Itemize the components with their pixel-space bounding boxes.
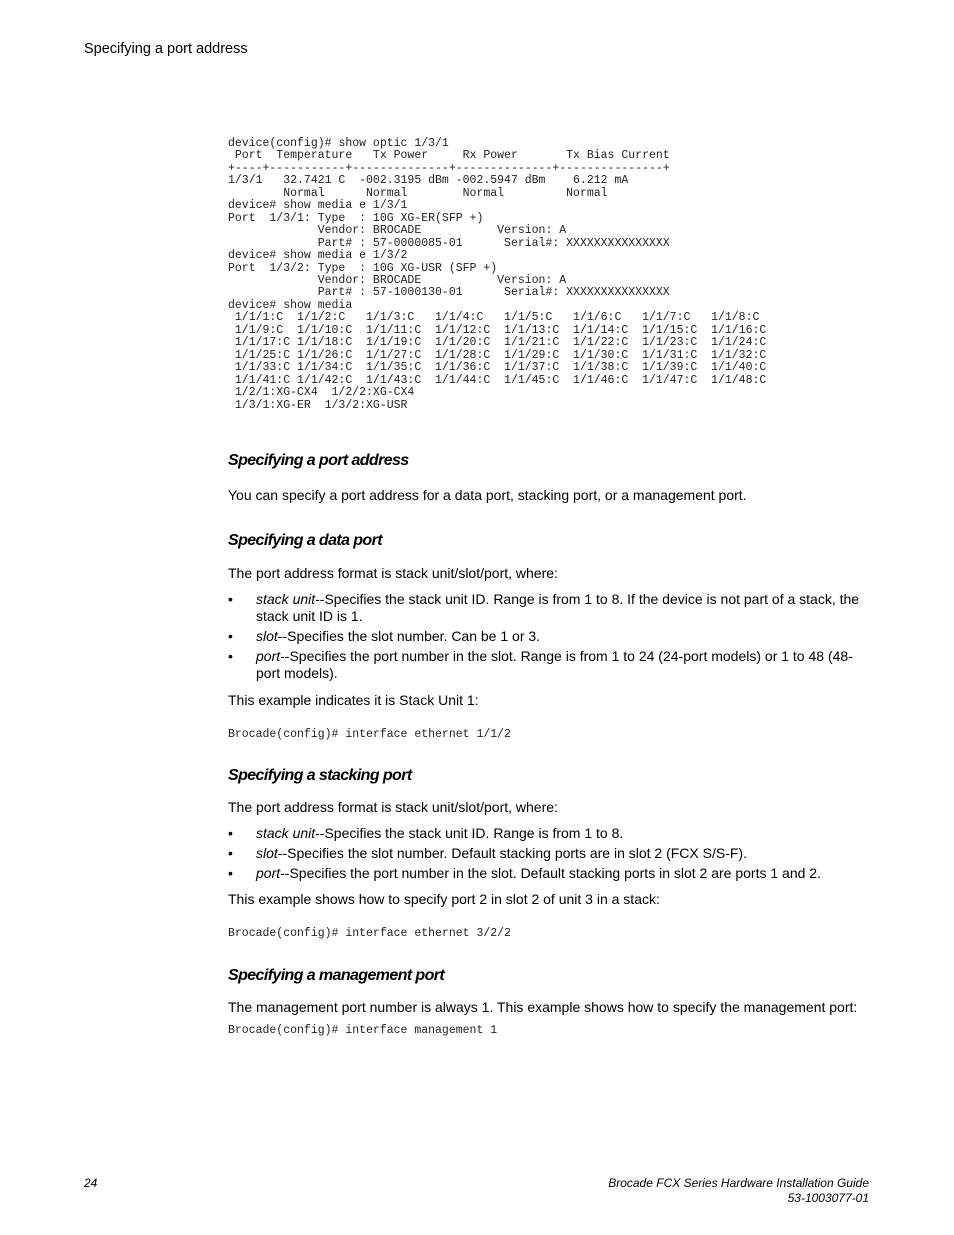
heading-data-port: Specifying a data port <box>228 532 382 549</box>
data-port-example-intro: This example indicates it is Stack Unit 1: <box>228 692 479 708</box>
stacking-port-bullets <box>228 825 868 882</box>
bullet-glyph: • <box>228 628 233 644</box>
footer-doc-info <box>608 1176 869 1206</box>
bullet-glyph: • <box>228 591 233 607</box>
running-header: Specifying a port address <box>84 41 248 57</box>
term: port <box>256 865 281 882</box>
management-port-body: The management port number is always 1. This example shows how to specify the management port: <box>228 998 858 1015</box>
heading-stacking-port: Specifying a stacking port <box>228 767 412 785</box>
term: port <box>256 648 281 664</box>
management-port-code: Brocade(config)# interface management 1 <box>228 1023 498 1037</box>
data-port-code: Brocade(config)# interface ethernet 1/1/2 <box>228 728 511 741</box>
desc: --Specifies the slot number. Can be 1 or 3. <box>277 628 541 644</box>
term: slot <box>256 845 278 862</box>
show-optic-media-output: device(config)# show optic 1/3/1 Port Temperature Tx Power Rx Power Tx Bias Current +----+-----------+--------------+--------------+---------------+ 1/3/1 32.7421 C -002.3195 dBm -002.5947 dBm 6.212 mA Normal Normal Normal Normal device# show media e 1/3/1 Port 1/3/1: Type : 10G XG-ER(SFP +) Vendor: BROCADE Version: A Part# : 57-0000085-01 Serial#: XXXXXXXXXXXXXXX device# show media e 1/3/2 Port 1/3/2: Type : 10G XG-USR (SFP +) Vendor: BROCADE Version: A Part# : 57-1000130-01 Serial#: XXXXXXXXXXXXXXX device# show media 1/1/1:C 1/1/2:C 1/1/3:C 1/1/4:C 1/1/5:C 1/1/6:C 1/1/7:C 1/1/8:C 1/1/9:C 1/1/10:C 1/1/11:C 1/1/12:C 1/1/13:C 1/1/14:C 1/1/15:C 1/1/16:C 1/1/17:C 1/1/18:C 1/1/19:C 1/1/20:C 1/1/21:C 1/1/22:C 1/1/23:C 1/1/24:C 1/1/25:C 1/1/26:C 1/1/27:C 1/1/28:C 1/1/29:C 1/1/30:C 1/1/31:C 1/1/32:C 1/1/33:C 1/1/34:C 1/1/35:C 1/1/36:C 1/1/37:C 1/1/38:C 1/1/39:C 1/1/40:C 1/1/41:C 1/1/42:C 1/1/43:C 1/1/44:C 1/1/45:C 1/1/46:C 1/1/47:C 1/1/48:C 1/2/1:XG-CX4 1/2/2:XG-CX4 1/3/1:XG-ER 1/3/2:XG-USR <box>228 137 767 412</box>
main-content <box>228 452 868 1037</box>
bullet-glyph: • <box>228 648 233 664</box>
term: stack unit <box>256 825 316 842</box>
desc: --Specifies the slot number. Default stacking ports are in slot 2 (FCX S/S-F). <box>277 845 747 862</box>
desc: --Specifies the stack unit ID. Range is from 1 to 8. <box>315 825 624 842</box>
bullet-glyph: • <box>228 845 233 862</box>
stacking-port-example-intro: This example shows how to specify port 2 in slot 2 of unit 3 in a stack: <box>228 891 660 908</box>
bullet-glyph: • <box>228 865 233 882</box>
stacking-port-code: Brocade(config)# interface ethernet 3/2/2 <box>228 927 511 941</box>
heading-management-port: Specifying a management port <box>228 966 445 984</box>
desc: --Specifies the port number in the slot. Range is from 1 to 24 (24-port models) or 1 to 48 (48-port models). <box>256 648 853 681</box>
list-item <box>228 648 868 682</box>
stacking-port-intro: The port address format is stack unit/slot/port, where: <box>228 799 558 816</box>
term: slot <box>256 628 278 644</box>
list-item <box>228 865 868 882</box>
list-item <box>228 628 868 645</box>
data-port-bullets <box>228 591 868 682</box>
bullet-glyph: • <box>228 825 233 842</box>
list-item <box>228 845 868 862</box>
desc: --Specifies the port number in the slot. Default stacking ports in slot 2 are ports 1 and 2. <box>280 865 821 882</box>
heading-port-address: Specifying a port address <box>228 452 409 469</box>
port-address-body: You can specify a port address for a data port, stacking port, or a management port. <box>228 487 747 503</box>
desc: --Specifies the stack unit ID. Range is from 1 to 8. If the device is not part of a stack, the stack unit ID is 1. <box>256 591 860 624</box>
term: stack unit <box>256 591 316 607</box>
guide-title: Brocade FCX Series Hardware Installation Guide <box>608 1176 869 1190</box>
list-item <box>228 591 868 625</box>
page-number: 24 <box>84 1176 98 1190</box>
data-port-intro: The port address format is stack unit/slot/port, where: <box>228 565 558 581</box>
doc-number: 53-1003077-01 <box>787 1191 869 1205</box>
list-item <box>228 825 868 842</box>
